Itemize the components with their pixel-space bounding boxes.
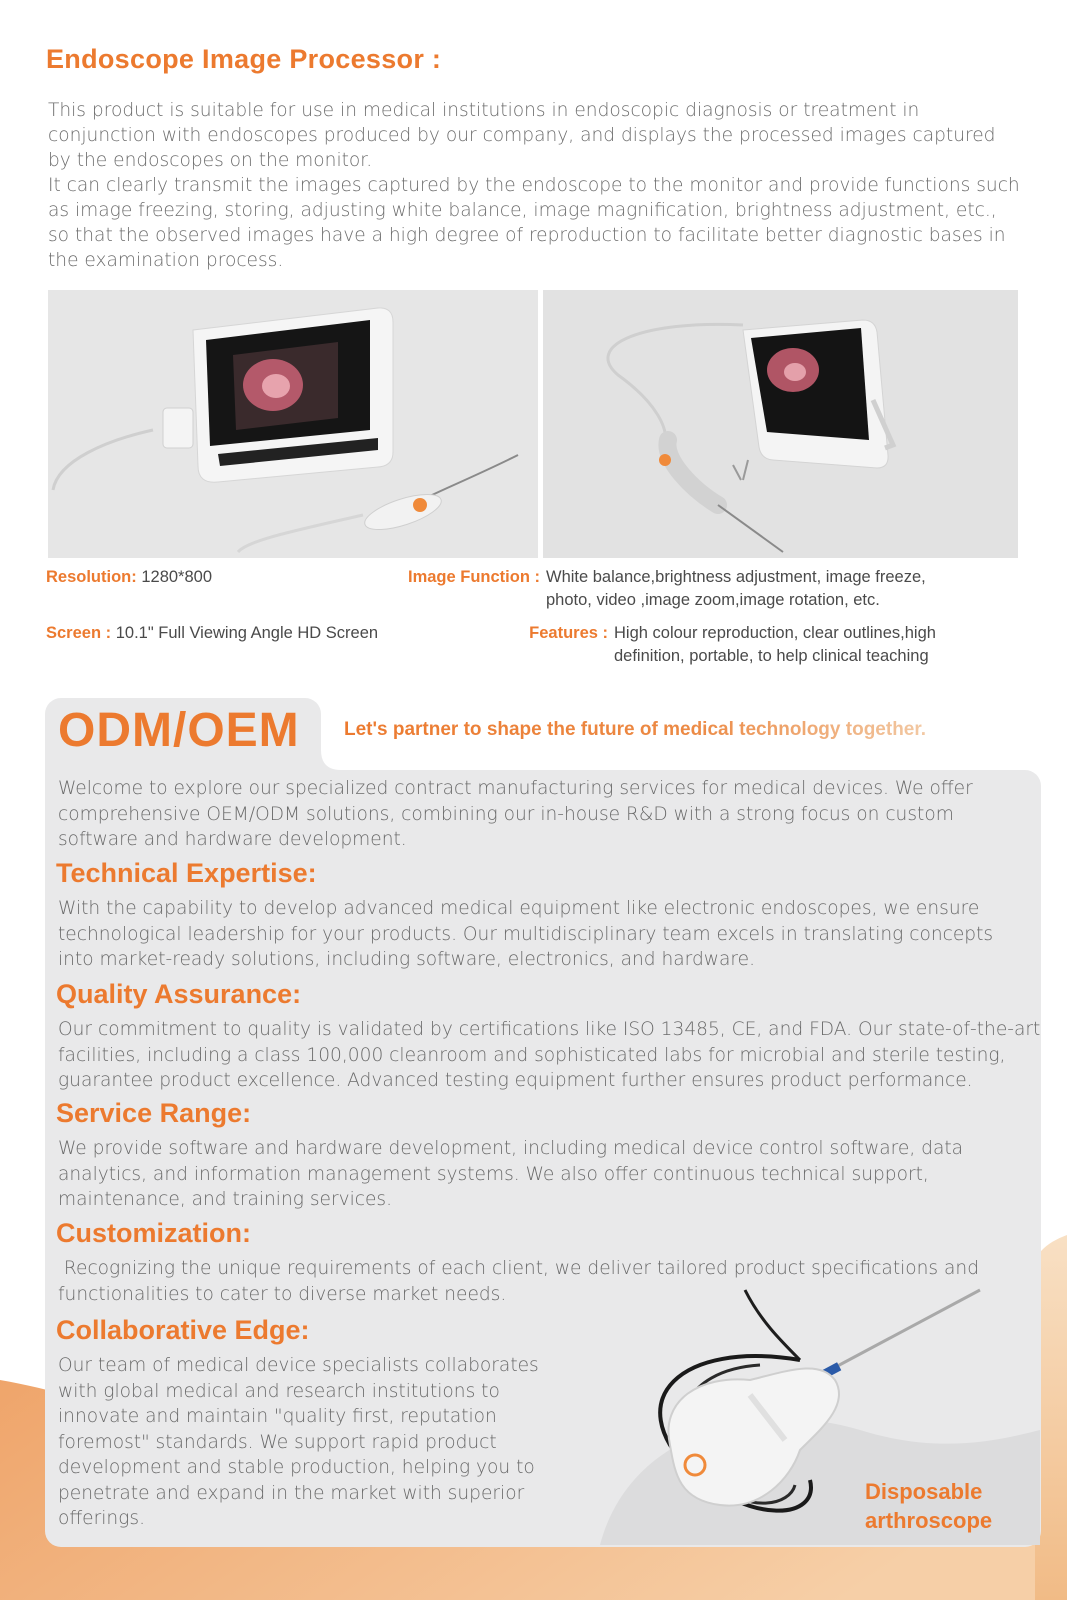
section-text-customization: Recognizing the unique requirements of each client, we deliver tailored product specifications and functionalities to cater to diverse market needs. <box>58 1258 985 1305</box>
resolution-label: Resolution: <box>46 568 137 586</box>
spec-resolution <box>46 566 212 589</box>
product-label-line-2: arthroscope <box>865 1508 993 1533</box>
intro-paragraph-1: This product is suitable for use in medical institutions in endoscopic diagnosis or treatment in conjunction with endoscopes produced by our company, and displays the processed images captured by the endoscopes on the monitor. <box>48 100 996 171</box>
intro-text <box>48 98 1023 273</box>
section-text-service: We provide software and hardware development, including medical device control software, data analytics, and information management systems. We also offer continuous technical support, maintenance, and training services. <box>58 1138 964 1210</box>
image-function-line-1: White balance,brightness adjustment, image freeze, <box>546 568 926 586</box>
section-text-quality: Our commitment to quality is validated by certifications like ISO 13485, CE, and FDA. Our state-of-the-art facilities, including a class 100,000 cleanroom and sophisticated labs for microbial and sterile testing, guarantee product excellence. Advanced testing equipment further ensures product performance. <box>58 1019 1041 1091</box>
section-heading-customization: Customization: <box>56 1218 251 1248</box>
screen-value: 10.1" Full Viewing Angle HD Screen <box>115 624 379 642</box>
features-line-2: definition, portable, to help clinical teaching <box>614 647 929 665</box>
spec-screen <box>46 622 378 645</box>
product-label-line-1: Disposable <box>865 1479 983 1504</box>
section-heading-service: Service Range: <box>56 1098 252 1128</box>
screen-label: Screen : <box>46 624 112 642</box>
section-text-collaborative: Our team of medical device specialists collaborates with global medical and research institutions to innovate and maintain "quality first, reputation foremost" standards. We support rapid product development and stable production, helping you to penetrate and expand in the market with superior offerings. <box>58 1355 539 1529</box>
section-heading-quality: Quality Assurance: <box>56 979 302 1009</box>
image-function-value <box>546 566 1046 612</box>
odm-title: ODM/OEM <box>58 704 300 757</box>
odm-tagline: Let's partner to shape the future of medical technology together. <box>344 719 926 740</box>
odm-welcome: Welcome to explore our specialized contract manufacturing services for medical devices. We offer comprehensive OEM/ODM solutions, combining our in-house R&D with a strong focus on custom software and hardware development. <box>58 778 973 850</box>
features-label-wrap <box>500 622 608 645</box>
page-title: Endoscope Image Processor : <box>46 44 442 74</box>
product-photo-angle <box>543 290 1018 558</box>
features-line-1: High colour reproduction, clear outlines,high <box>614 624 936 642</box>
resolution-value: 1280*800 <box>141 568 213 586</box>
image-function-label: Image Function : <box>408 568 540 586</box>
section-heading-technical: Technical Expertise: <box>56 858 317 888</box>
product-label <box>865 1477 1025 1535</box>
intro-paragraph-2: It can clearly transmit the images captured by the endoscope to the monitor and provide functions such as image freezing, storing, adjusting white balance, image magnification, brightness adjustment, etc., so that the observed images have a high degree of reproduction to facilitate better diagnostic bases in the examination process. <box>48 175 1020 271</box>
product-photo-front <box>48 290 538 558</box>
image-function-line-2: photo, video ,image zoom,image rotation, etc. <box>546 591 880 609</box>
image-function-label-wrap <box>380 566 540 589</box>
features-value <box>614 622 1054 668</box>
section-heading-collaborative: Collaborative Edge: <box>56 1315 310 1345</box>
features-label: Features : <box>529 624 608 642</box>
tab-corner-decoration <box>321 750 341 770</box>
section-text-technical: With the capability to develop advanced medical equipment like electronic endoscopes, we ensure technological leadership for your products. Our multidisciplinary team excels in translating concepts into market-ready solutions, including software, electronics, and hardware. <box>58 898 994 970</box>
